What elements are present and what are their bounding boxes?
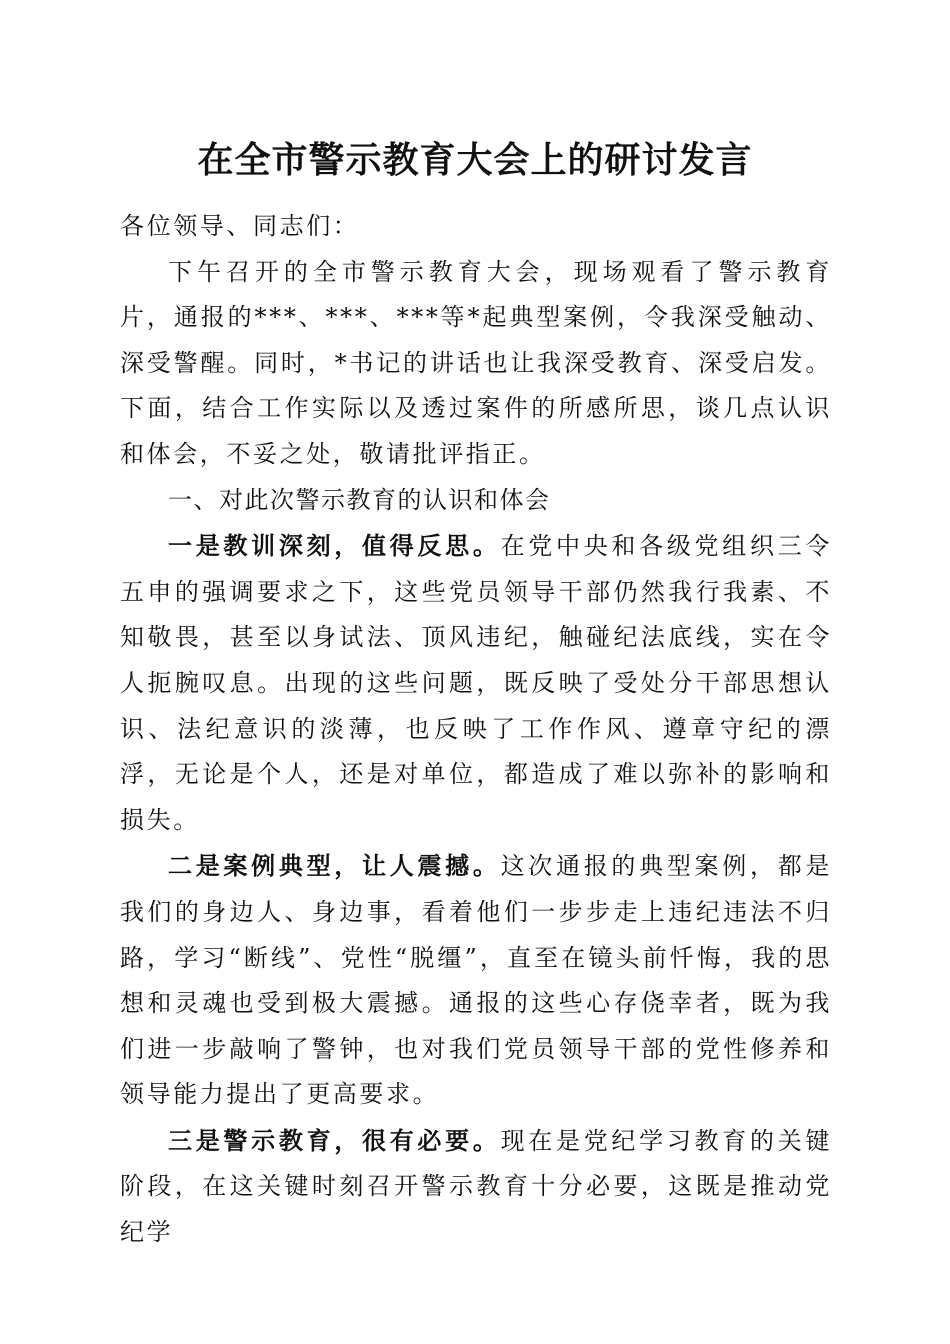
point-text: 这次通报的典型案例，都是我们的身边人、身边事，看着他们一步步走上违纪违法不归路，学习“断线”、党性“脱缰”，直至在镜头前忏悔，我的思想和灵魂也受到极大震撼。通报的这些心存侥幸者，既为我们进一步敲响了警钟，也对我们党员领导干部的党性修养和领导能力提出了更高要求。	[120, 852, 833, 1109]
point-paragraph	[120, 843, 832, 1118]
point-lead: 一是教训深刻，值得反思。	[168, 531, 501, 561]
document-body	[120, 204, 832, 1256]
section-heading: 一、对此次警示教育的认识和体会	[168, 485, 551, 514]
point-paragraph	[120, 1118, 832, 1256]
point-lead: 二是案例典型，让人震撼。	[168, 851, 501, 881]
point-text: 现在是党纪学习教育的关键阶段，在这关键时刻召开警示教育十分必要，这既是推动党纪学	[120, 1126, 833, 1247]
point-paragraph	[120, 523, 832, 843]
document-title: 在全市警示教育大会上的研讨发言	[197, 139, 753, 181]
salutation: 各位领导、同志们：	[120, 212, 360, 240]
point-lead: 三是警示教育，很有必要。	[168, 1125, 501, 1155]
point-text: 在党中央和各级党组织三令五申的强调要求之下，这些党员领导干部仍然我行我素、不知敬畏，甚至以身试法、顶风违纪，触碰纪法底线，实在令人扼腕叹息。出现的这些问题，既反映了受处分干部思想认识、法纪意识的淡薄，也反映了工作作风、遵章守纪的漂浮，无论是个人，还是对单位，都造成了难以弥补的影响和损失。	[120, 532, 833, 834]
intro-paragraph: 下午召开的全市警示教育大会，现场观看了警示教育片，通报的***、***、***等*起典型案例，令我深受触动、深受警醒。同时，*书记的讲话也让我深受教育、深受启发。下面，结合工作实际以及透过案件的所感所思，谈几点认识和体会，不妥之处，敬请批评指正。	[120, 257, 832, 468]
